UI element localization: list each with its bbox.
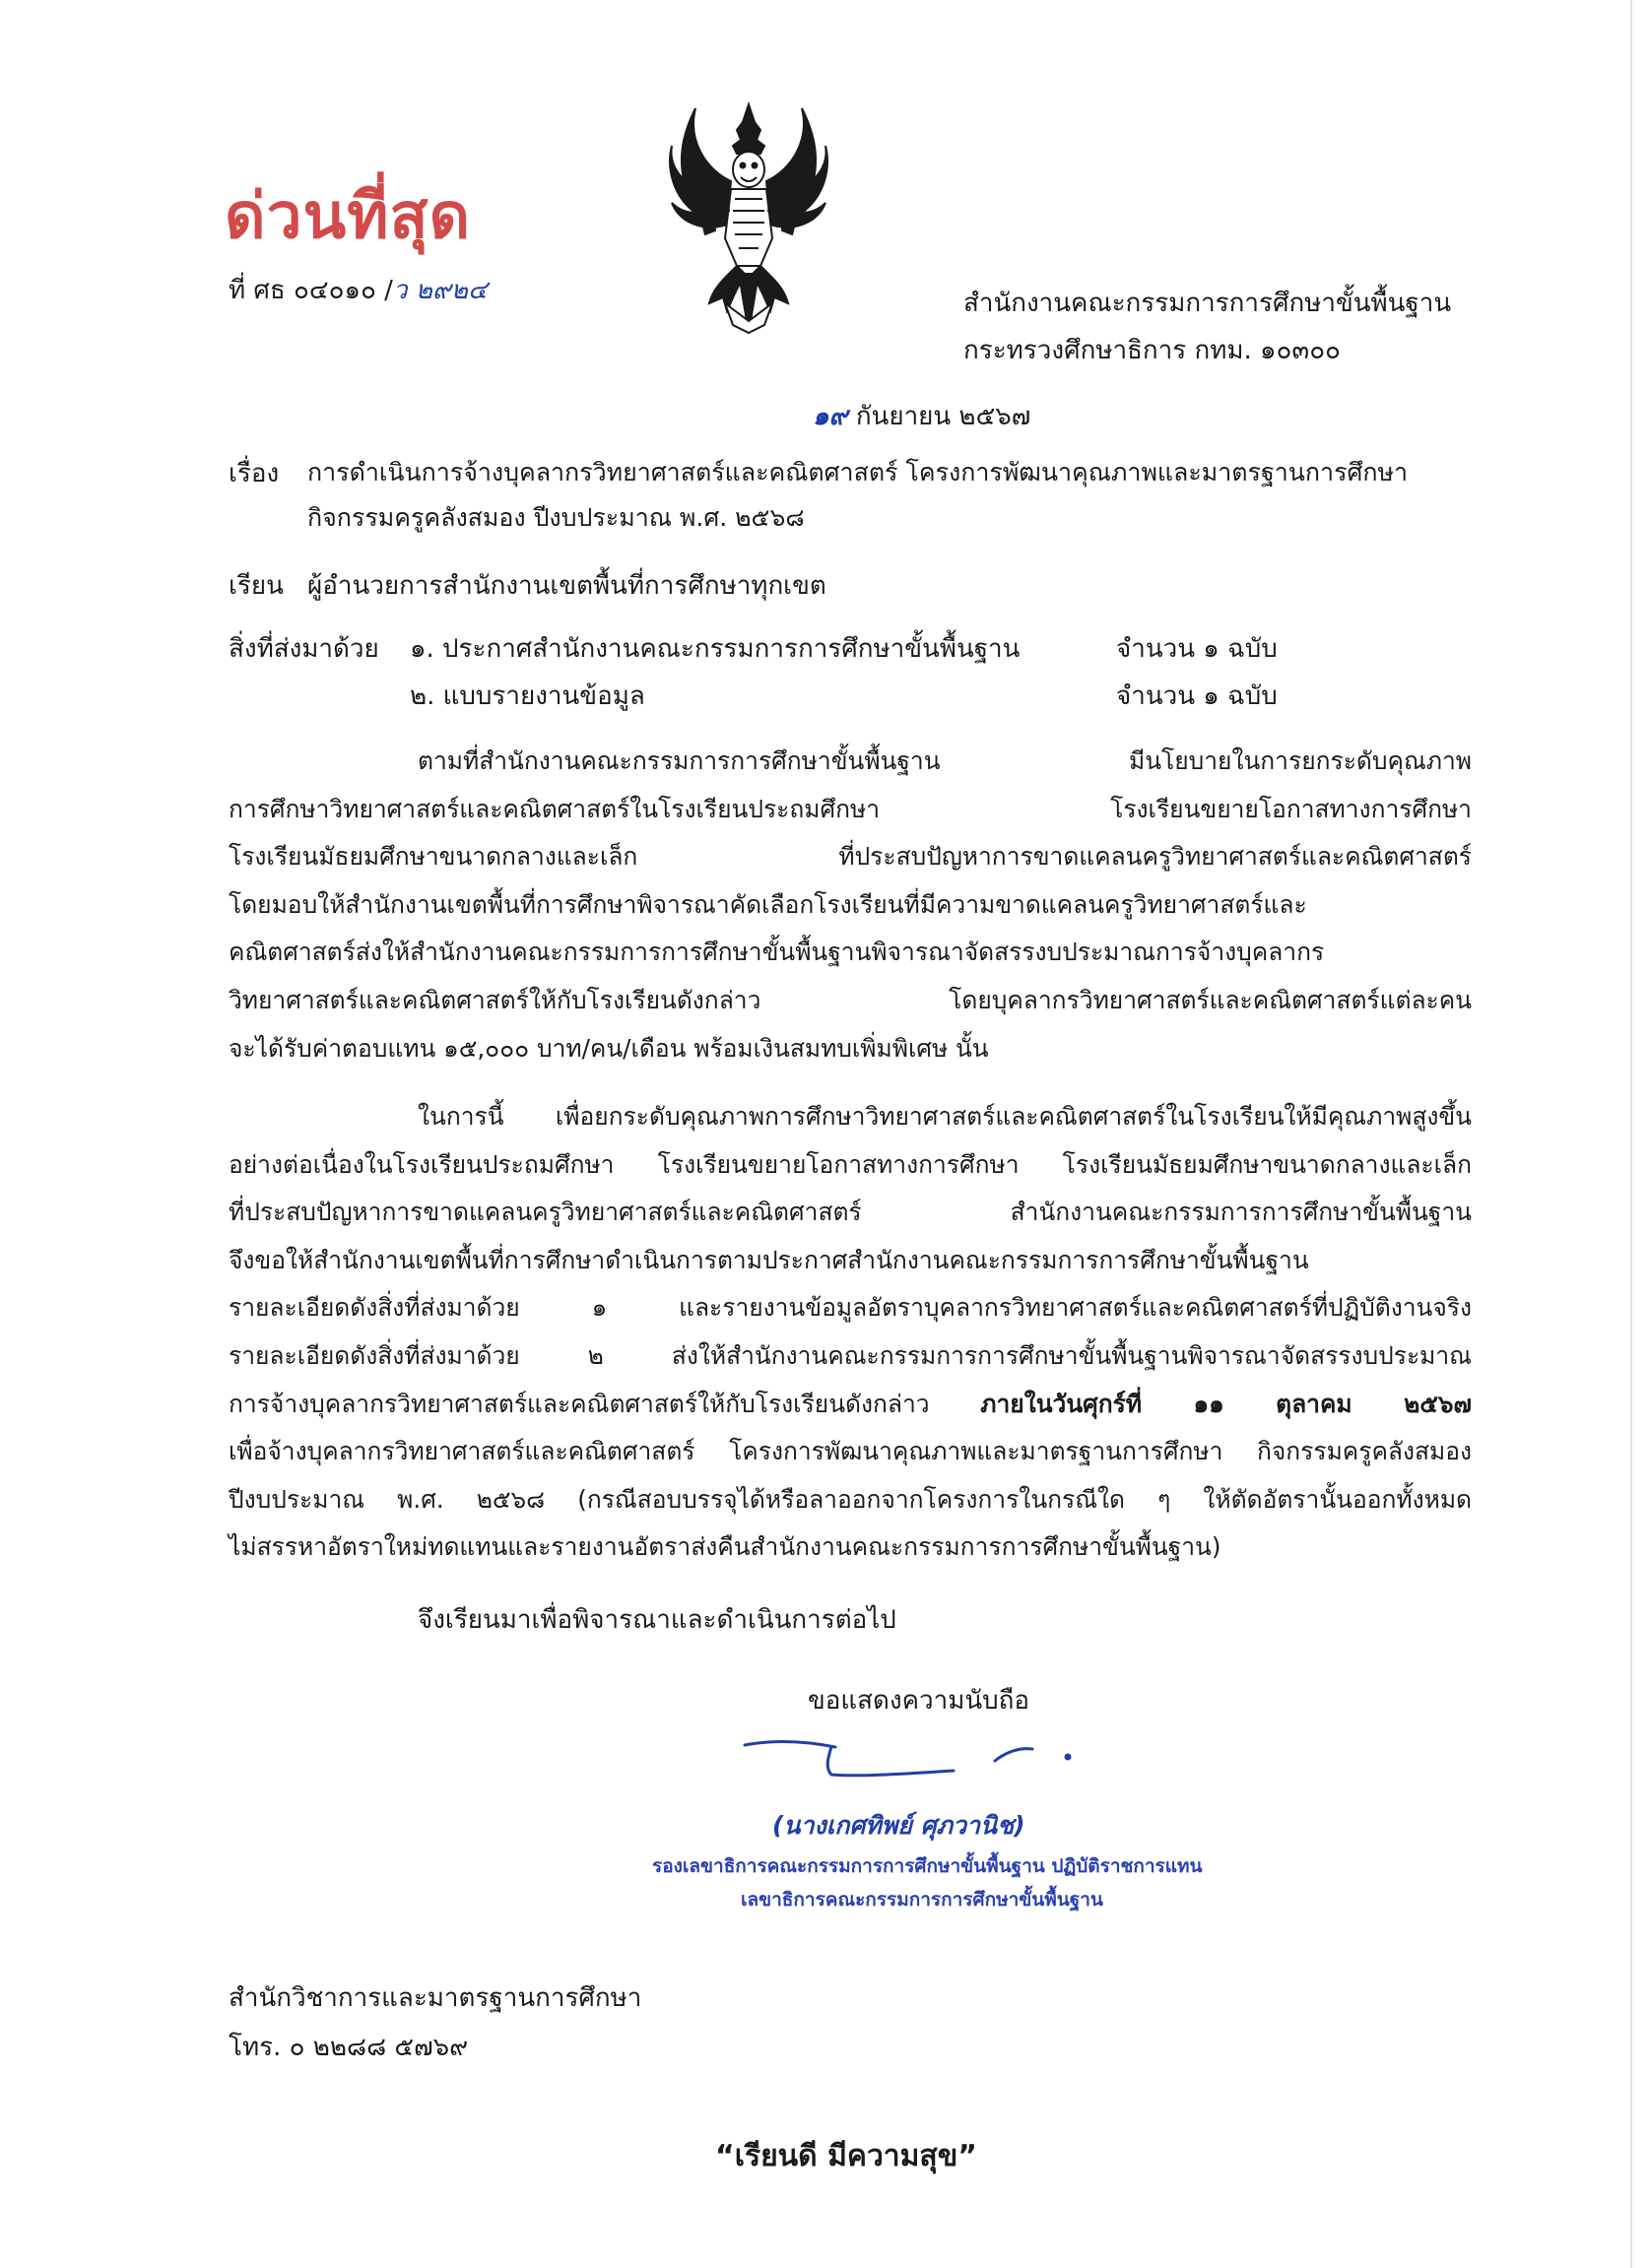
subject-line-2: กิจกรรมครูคลังสมอง ปีงบประมาณ พ.ศ. ๒๕๖๘ xyxy=(307,503,805,532)
enclosure-item: ๑. ประกาศสำนักงานคณะกรรมการการศึกษาขั้นพื้นฐาน xyxy=(410,634,1021,664)
enclosure-count: จำนวน ๑ ฉบับ xyxy=(1116,634,1278,664)
paragraph-line: รายละเอียดดังสิ่งที่ส่งมาด้วย ๒ ส่งให้สำนักงานคณะกรรมการการศึกษาขั้นพื้นฐานพิจารณาจัดสรรงบประมาณ xyxy=(229,1340,1472,1370)
paragraph-line: ในการนี้ เพื่อยกระดับคุณภาพการศึกษาวิทยาศาสตร์และคณิตศาสตร์ในโรงเรียนให้มีคุณภาพสูงขึ้น xyxy=(418,1102,1472,1131)
signer-position-stamp: รองเลขาธิการคณะกรรมการการศึกษาขั้นพื้นฐาน ปฏิบัติราชการแทน xyxy=(652,1855,1203,1877)
recipient-label: เรียน xyxy=(229,571,284,601)
handwritten-signature xyxy=(737,1725,1084,1788)
paragraph-line: วิทยาศาสตร์และคณิตศาสตร์ให้กับโรงเรียนดังกล่าว โดยบุคลากรวิทยาศาสตร์และคณิตศาสตร์แต่ละคน xyxy=(229,985,1472,1014)
paragraph-line: ตามที่สำนักงานคณะกรรมการการศึกษาขั้นพื้นฐาน มีนโยบายในการยกระดับคุณภาพ xyxy=(418,746,1472,775)
paragraph-line: เพื่อจ้างบุคลากรวิทยาศาสตร์และคณิตศาสตร์ โครงการพัฒนาคุณภาพและมาตรฐานการศึกษา กิจกรรมครูคลังสมอง xyxy=(229,1437,1472,1466)
deadline-date: ภายในวันศุกร์ที่ ๑๑ ตุลาคม ๒๕๖๗ xyxy=(980,1389,1472,1418)
paragraph-line: โรงเรียนมัธยมศึกษาขนาดกลางและเล็ก ที่ประสบปัญหาการขาดแคลนครูวิทยาศาสตร์และคณิตศาสตร์ xyxy=(229,842,1472,872)
letter-date xyxy=(813,396,1030,436)
paragraph-line: ปีงบประมาณ พ.ศ. ๒๕๖๘ (กรณีสอบบรรจุได้หรือลาออกจากโครงการในกรณีใด ๆ ให้ตัดอัตรานั้นออกทั้งหมด xyxy=(229,1484,1472,1514)
issuing-office: สำนักวิชาการและมาตรฐานการศึกษา xyxy=(229,1983,642,2013)
contact-phone: โทร. ๐ ๒๒๘๘ ๕๗๖๙ xyxy=(229,2033,469,2062)
paragraph-line: อย่างต่อเนื่องในโรงเรียนประถมศึกษา โรงเรียนขยายโอกาสทางการศึกษา โรงเรียนมัธยมศึกษาขนาดกลางและเล็ก xyxy=(229,1149,1472,1179)
page-edge xyxy=(1630,0,1632,2268)
paragraph-line: จึงขอให้สำนักงานเขตพื้นที่การศึกษาดำเนินการตามประกาศสำนักงานคณะกรรมการการศึกษาขั้นพื้นฐาน xyxy=(229,1245,1309,1274)
subject-line-1: การดำเนินการจ้างบุคลากรวิทยาศาสตร์และคณิตศาสตร์ โครงการพัฒนาคุณภาพและมาตรฐานการศึกษา xyxy=(307,458,1409,486)
date-month-year: กันยายน ๒๕๖๗ xyxy=(855,402,1031,431)
reference-prefix: ที่ ศธ ๐๔๐๑๐ / xyxy=(229,276,393,305)
agency-ministry: กระทรวงศึกษาธิการ กทม. ๑๐๓๐๐ xyxy=(963,336,1341,365)
agency-address xyxy=(963,280,1451,374)
paragraph-line: ไม่สรรหาอัตราใหม่ทดแทนและรายงานอัตราส่งคืนสำนักงานคณะกรรมการการศึกษาขั้นพื้นฐาน) xyxy=(229,1532,1221,1562)
paragraph-line: คณิตศาสตร์ส่งให้สำนักงานคณะกรรมการการศึกษาขั้นพื้นฐานพิจารณาจัดสรรงบประมาณการจ้างบุคลากร xyxy=(229,938,1325,967)
deadline-lead-text: การจ้างบุคลากรวิทยาศาสตร์และคณิตศาสตร์ให้กับโรงเรียนดังกล่าว xyxy=(229,1389,981,1418)
garuda-emblem-icon xyxy=(666,100,831,335)
enclosures-label: สิ่งที่ส่งมาด้วย xyxy=(229,634,379,664)
paragraph-line-deadline xyxy=(229,1381,1472,1429)
recipient-text: ผู้อำนวยการสำนักงานเขตพื้นที่การศึกษาทุกเขต xyxy=(307,571,826,601)
paragraph-line: โดยมอบให้สำนักงานเขตพื้นที่การศึกษาพิจารณาคัดเลือกโรงเรียนที่มีความขาดแคลนครูวิทยาศาสตร์และ xyxy=(229,889,1307,919)
date-day-handwritten: ๑๙ xyxy=(813,402,848,431)
enclosure-item: ๒. แบบรายงานข้อมูล xyxy=(410,681,645,711)
paragraph-line: การศึกษาวิทยาศาสตร์และคณิตศาสตร์ในโรงเรียนประถมศึกษา โรงเรียนขยายโอกาสทางการศึกษา xyxy=(229,794,1472,823)
body-paragraph-1 xyxy=(229,738,1472,1072)
agency-name: สำนักงานคณะกรรมการการศึกษาขั้นพื้นฐาน xyxy=(963,289,1452,318)
slogan: “เรียนดี มีความสุข” xyxy=(715,2139,977,2173)
closing-sentence: จึงเรียนมาเพื่อพิจารณาและดำเนินการต่อไป xyxy=(418,1605,896,1635)
paragraph-line: รายละเอียดดังสิ่งที่ส่งมาด้วย ๑ และรายงานข้อมูลอัตราบุคลากรวิทยาศาสตร์และคณิตศาสตร์ที่ปฏิบัติงานจริง xyxy=(229,1293,1472,1323)
reference-handwritten: ว ๒๙๒๔ xyxy=(392,276,488,305)
reference-number xyxy=(229,270,488,310)
signer-position-stamp: เลขาธิการคณะกรรมการการศึกษาขั้นพื้นฐาน xyxy=(741,1889,1103,1911)
regards-text: ขอแสดงความนับถือ xyxy=(808,1686,1029,1716)
subject-label: เรื่อง xyxy=(229,459,280,488)
paragraph-line: จะได้รับค่าตอบแทน ๑๕,๐๐๐ บาท/คน/เดือน พร้อมเงินสมทบเพิ่มพิเศษ นั้น xyxy=(229,1033,989,1063)
paragraph-line: ที่ประสบปัญหาการขาดแคลนครูวิทยาศาสตร์และคณิตศาสตร์ สำนักงานคณะกรรมการการศึกษาขั้นพื้นฐาน xyxy=(229,1198,1472,1227)
signer-name: (นางเกศทิพย์ ศุภวานิช) xyxy=(772,1811,1025,1840)
enclosure-count: จำนวน ๑ ฉบับ xyxy=(1116,681,1278,711)
body-paragraph-2 xyxy=(229,1093,1472,1572)
urgency-label: ด่วนที่สุด xyxy=(225,180,472,253)
